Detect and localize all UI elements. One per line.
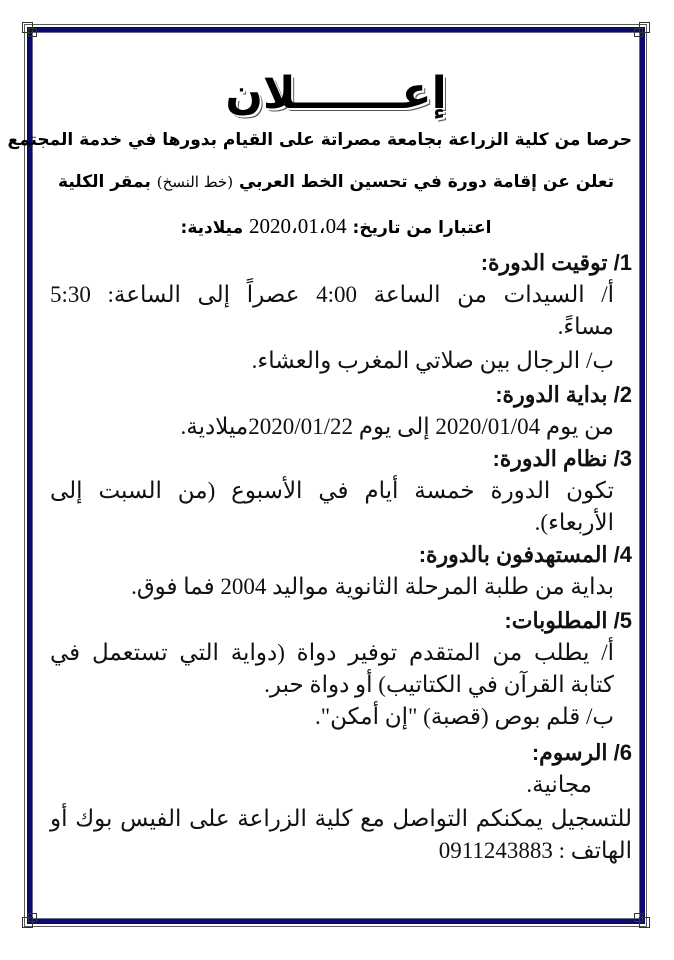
intro-start-date: 2020،01،04 [249,214,347,238]
section-5-heading: 5/ المطلوبات: [504,608,632,633]
section-6-heading: 6/ الرسوم: [531,740,632,765]
section-3-line: تكون الدورة خمسة أيام في الأسبوع (من السبت إلى [50,478,614,503]
corner-ornament-top-left-inner [28,28,37,37]
intro-line-3-after: ميلادية: [180,218,244,238]
phone-number: 0911243883 [438,838,553,863]
registration-phone-line [439,836,632,866]
intro-line-2-after: بمقر الكلية [58,172,151,192]
section-3-heading: 3/ نظام الدورة: [492,446,632,471]
announcement-page [7,40,632,910]
section-1-line-a-cont: مساءً. [557,314,614,339]
registration-line: للتسجيل يمكنكم التواصل مع كلية الزراعة على الفيس بوك أو [50,806,632,831]
corner-ornament-top-right-inner [634,28,643,37]
announcement-title: إعـــــــلان [225,68,447,119]
section-4-line: بداية من طلبة المرحلة الثانوية مواليد 2004 فما فوق. [131,574,614,599]
intro-line-3-before: اعتبارا من تاريخ: [352,218,492,238]
section-3-line-cont: الأربعاء). [534,510,614,535]
section-2-line: من يوم 2020/01/04 إلى يوم 2020/01/22ميلادية. [180,414,614,439]
section-6-line: مجانية. [526,772,592,797]
section-5-line-b: ب/ قلم بوص (قصبة) "إن أمكن". [314,704,614,729]
section-2-heading: 2/ بداية الدورة: [495,382,632,407]
corner-ornament-bottom-left-inner [28,913,37,922]
intro-line-1 [7,130,632,150]
phone-label: الهاتف : [558,838,632,863]
intro-line-1-text: حرصا من كلية الزراعة بجامعة مصراتة على القيام بدورها في خدمة المجتمع [7,130,632,150]
section-1-line-a: أ/ السيدات من الساعة 4:00 عصراً إلى الساعة: 5:30 [50,282,614,307]
intro-line-2-paren: (خط النسخ) [156,173,234,191]
intro-line-3 [40,214,632,239]
corner-ornament-bottom-right-inner [634,913,643,922]
intro-line-2 [40,172,632,192]
section-5-line-a-cont: كتابة القرآن في الكتاتيب) أو دواة حبر. [264,672,614,697]
section-4-heading: 4/ المستهدفون بالدورة: [418,542,632,567]
section-1-line-b: ب/ الرجال بين صلاتي المغرب والعشاء. [251,348,614,373]
section-5-line-a: أ/ يطلب من المتقدم توفير دواة (دواية التي تستعمل في [50,640,614,665]
section-1-heading: 1/ توقيت الدورة: [480,250,632,275]
intro-line-2-before: تعلن عن إقامة دورة في تحسين الخط العربي [238,172,614,192]
